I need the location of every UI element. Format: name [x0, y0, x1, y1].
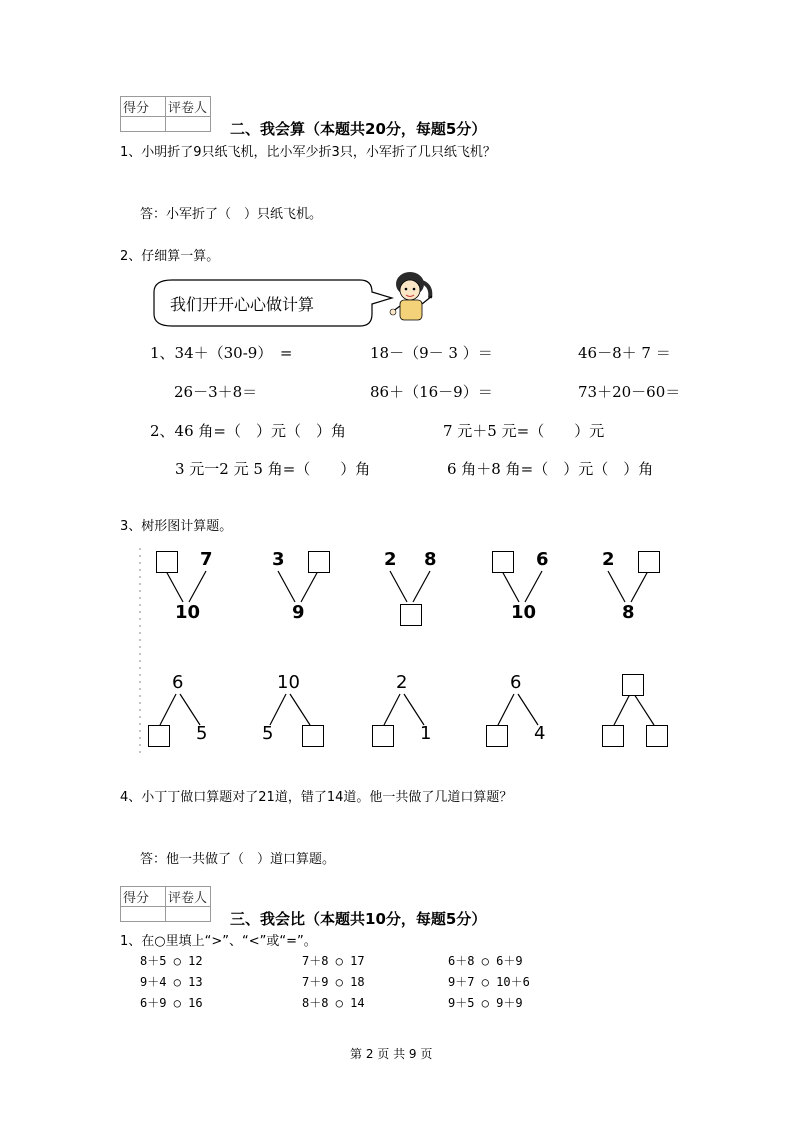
compare-item: 9＋7 ○ 10＋6	[448, 975, 530, 989]
tree-branch	[614, 694, 630, 725]
tree-bottom-number: 9	[292, 602, 305, 623]
speech-bubble-text: 我们开开心心做计算	[170, 295, 315, 314]
equation: 18－（9－ 3 ）＝	[370, 344, 493, 362]
tree-right-number: 7	[200, 549, 213, 570]
question3-text: 3、树形图计算题。	[120, 519, 233, 534]
tree-branch	[390, 571, 407, 602]
compare-item: 9＋5 ○ 9＋9	[448, 996, 523, 1010]
equation: 46－8＋ 7 ＝	[578, 344, 671, 362]
grader-label: 评卷人	[166, 97, 211, 117]
answer-box[interactable]	[400, 604, 422, 626]
tree-branch	[160, 694, 176, 725]
tree-right-number: 1	[420, 723, 432, 744]
tree-branch	[518, 694, 538, 725]
tree-branch	[301, 571, 318, 602]
tree-left-number: 5	[262, 723, 274, 744]
tree-branch	[166, 571, 183, 602]
tree-branch	[608, 571, 625, 602]
tree-branch	[502, 571, 519, 602]
compare-item: 6＋8 ○ 6＋9	[448, 954, 523, 968]
section3-title: 三、我会比（本题共10分，每题5分）	[230, 910, 487, 928]
tree-right-number: 8	[424, 549, 437, 570]
tree-right-number: 4	[534, 723, 546, 744]
question4-answer: 答：他一共做了（ ）道口算题。	[140, 852, 336, 867]
tree-branch	[278, 571, 295, 602]
answer-box[interactable]	[492, 551, 514, 573]
compare-item: 8＋8 ○ 14	[302, 996, 365, 1010]
question2-text: 2、仔细算一算。	[120, 249, 220, 264]
compare-question-text: 1、在○里填上“>”、“<”或“=”。	[120, 934, 317, 949]
compare-item: 8＋5 ○ 12	[140, 954, 203, 968]
question1-text: 1、小明折了9只纸飞机，比小军少折3只，小军折了几只纸飞机？	[120, 145, 496, 160]
tree-left-number: 2	[384, 549, 397, 570]
tree-top-number: 6	[172, 672, 184, 693]
tree-bottom-number: 10	[175, 602, 201, 623]
tree-branch	[270, 694, 286, 725]
answer-box[interactable]	[638, 551, 660, 573]
page-footer: 第 2 页 共 9 页	[350, 1047, 433, 1061]
score-cell[interactable]	[121, 907, 166, 922]
question4-text: 4、小丁丁做口算题对了21道，错了14道。他一共做了几道口算题？	[120, 790, 513, 805]
compare-item: 7＋9 ○ 18	[302, 975, 365, 989]
equation: 6 角＋8 角=（ ）元（ ）角	[447, 460, 654, 478]
score-label: 得分	[121, 887, 166, 907]
score-label: 得分	[121, 97, 166, 117]
tree-branch	[525, 571, 542, 602]
grader-label: 评卷人	[166, 887, 211, 907]
tree-right-number: 6	[536, 549, 549, 570]
tree-bottom-number: 8	[622, 602, 635, 623]
compare-item: 7＋8 ○ 17	[302, 954, 365, 968]
tree-branch	[413, 571, 430, 602]
equation: 26－3＋8＝	[174, 383, 258, 401]
answer-box[interactable]	[486, 725, 508, 747]
tree-right-number: 5	[196, 723, 208, 744]
tree-top-number: 6	[510, 672, 522, 693]
answer-box[interactable]	[646, 725, 668, 747]
question1-answer: 答：小军折了（ ）只纸飞机。	[140, 207, 323, 222]
tree-branch	[189, 571, 206, 602]
answer-box[interactable]	[622, 674, 644, 696]
answer-box[interactable]	[302, 725, 324, 747]
answer-box[interactable]	[372, 725, 394, 747]
equation: 1、34＋（30-9） =	[150, 344, 293, 362]
tree-branch	[634, 694, 654, 725]
tree-branch	[404, 694, 424, 725]
section2-title: 二、我会算（本题共20分，每题5分）	[230, 120, 487, 138]
tree-top-number: 10	[277, 672, 300, 693]
equation: 7 元＋5 元=（ ）元	[443, 422, 605, 440]
tree-branch	[498, 694, 514, 725]
grader-cell[interactable]	[166, 907, 211, 922]
equation: 2、46 角=（ ）元（ ）角	[150, 422, 346, 440]
tree-left-number: 2	[602, 549, 615, 570]
equation: 3 元一2 元 5 角=（ ）角	[175, 460, 371, 478]
equation: 73＋20－60＝	[578, 383, 681, 401]
answer-box[interactable]	[156, 551, 178, 573]
equation: 86＋（16－9）＝	[370, 383, 493, 401]
tree-left-number: 3	[272, 549, 285, 570]
tree-branch	[631, 571, 648, 602]
tree-branch	[384, 694, 400, 725]
score-box-section3	[120, 886, 211, 922]
tree-branch	[290, 694, 310, 725]
tree-bottom-number: 10	[511, 602, 537, 623]
answer-box[interactable]	[308, 551, 330, 573]
answer-box[interactable]	[602, 725, 624, 747]
answer-box[interactable]	[148, 725, 170, 747]
compare-item: 9＋4 ○ 13	[140, 975, 203, 989]
tree-branch	[180, 694, 200, 725]
tree-top-number: 2	[396, 672, 408, 693]
compare-item: 6＋9 ○ 16	[140, 996, 203, 1010]
